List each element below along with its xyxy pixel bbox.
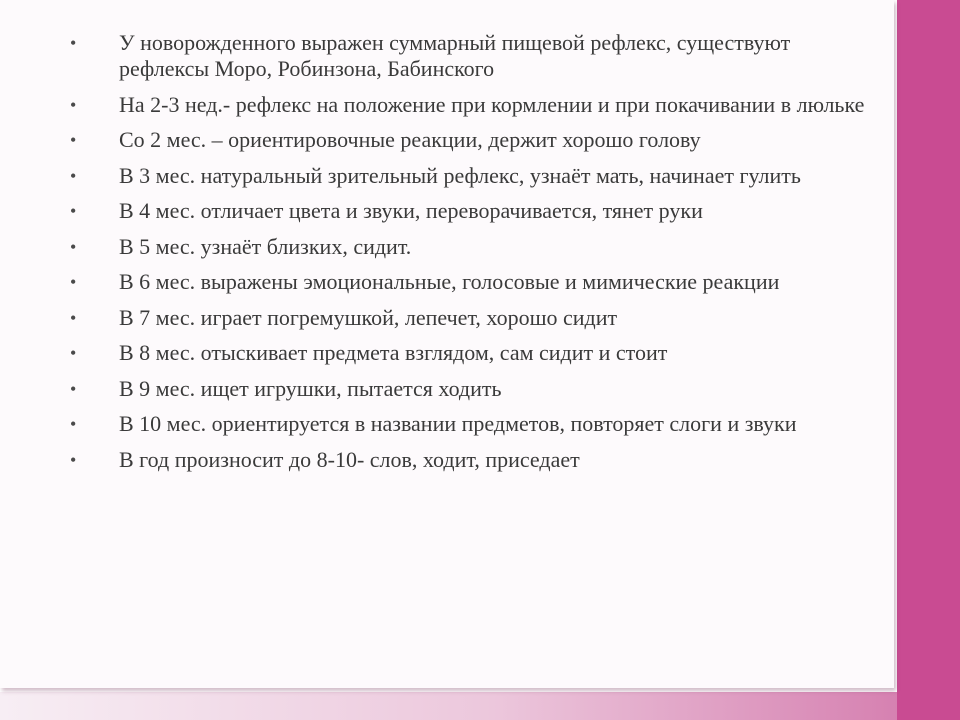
list-item bbox=[70, 92, 880, 118]
bullet-dot-icon: • bbox=[70, 33, 77, 53]
list-item bbox=[70, 234, 880, 260]
bullet-dot-icon: • bbox=[70, 343, 77, 363]
list-item-text: В 6 мес. выражены эмоциональные, голосовые и мимические реакции bbox=[119, 269, 780, 294]
bullet-dot-icon: • bbox=[70, 307, 77, 328]
list-item bbox=[70, 127, 880, 153]
list-item bbox=[70, 376, 880, 402]
bullet-dot-icon: • bbox=[70, 201, 77, 221]
bullet-dot-icon: • bbox=[70, 236, 77, 257]
list-item-text: В год произносит до 8-10- слов, ходит, приседает bbox=[119, 446, 580, 472]
bullet-dot-icon: • bbox=[70, 94, 77, 115]
list-item bbox=[70, 269, 880, 295]
list-item bbox=[70, 447, 880, 473]
list-item-text: На 2-3 нед.- рефлекс на положение при кормлении и при покачивании в люльке bbox=[119, 91, 865, 117]
list-item-text: В 7 мес. играет погремушкой, лепечет, хорошо сидит bbox=[119, 304, 618, 330]
right-accent-bar bbox=[897, 0, 960, 720]
list-item bbox=[70, 340, 880, 366]
bottom-accent-strip bbox=[0, 692, 897, 720]
list-item-text: У новорожденного выражен суммарный пищевой рефлекс, существуют рефлексы Моро, Робинзона, Бабинского bbox=[119, 30, 791, 81]
list-item bbox=[70, 163, 880, 189]
list-item bbox=[70, 198, 880, 224]
bullet-dot-icon: • bbox=[70, 449, 77, 470]
list-item bbox=[70, 411, 880, 437]
bullet-dot-icon: • bbox=[70, 130, 77, 150]
bullet-dot-icon: • bbox=[70, 165, 77, 186]
bullet-dot-icon: • bbox=[70, 414, 77, 434]
list-item-text: В 3 мес. натуральный зрительный рефлекс, узнаёт мать, начинает гулить bbox=[119, 162, 801, 188]
list-item-text: В 5 мес. узнаёт близких, сидит. bbox=[119, 233, 412, 259]
list-item-text: В 4 мес. отличает цвета и звуки, переворачивается, тянет руки bbox=[119, 198, 703, 223]
list-item-text: В 8 мес. отыскивает предмета взглядом, сам сидит и стоит bbox=[119, 340, 668, 365]
list-item-text: Со 2 мес. – ориентировочные реакции, держит хорошо голову bbox=[119, 127, 701, 152]
list-item-text: В 9 мес. ищет игрушки, пытается ходить bbox=[119, 375, 502, 401]
bullet-dot-icon: • bbox=[70, 272, 77, 292]
list-item bbox=[70, 305, 880, 331]
list-item-text: В 10 мес. ориентируется в названии предметов, повторяет слоги и звуки bbox=[119, 411, 797, 436]
bullet-list bbox=[70, 30, 880, 482]
bullet-dot-icon: • bbox=[70, 378, 77, 399]
list-item bbox=[70, 30, 880, 82]
